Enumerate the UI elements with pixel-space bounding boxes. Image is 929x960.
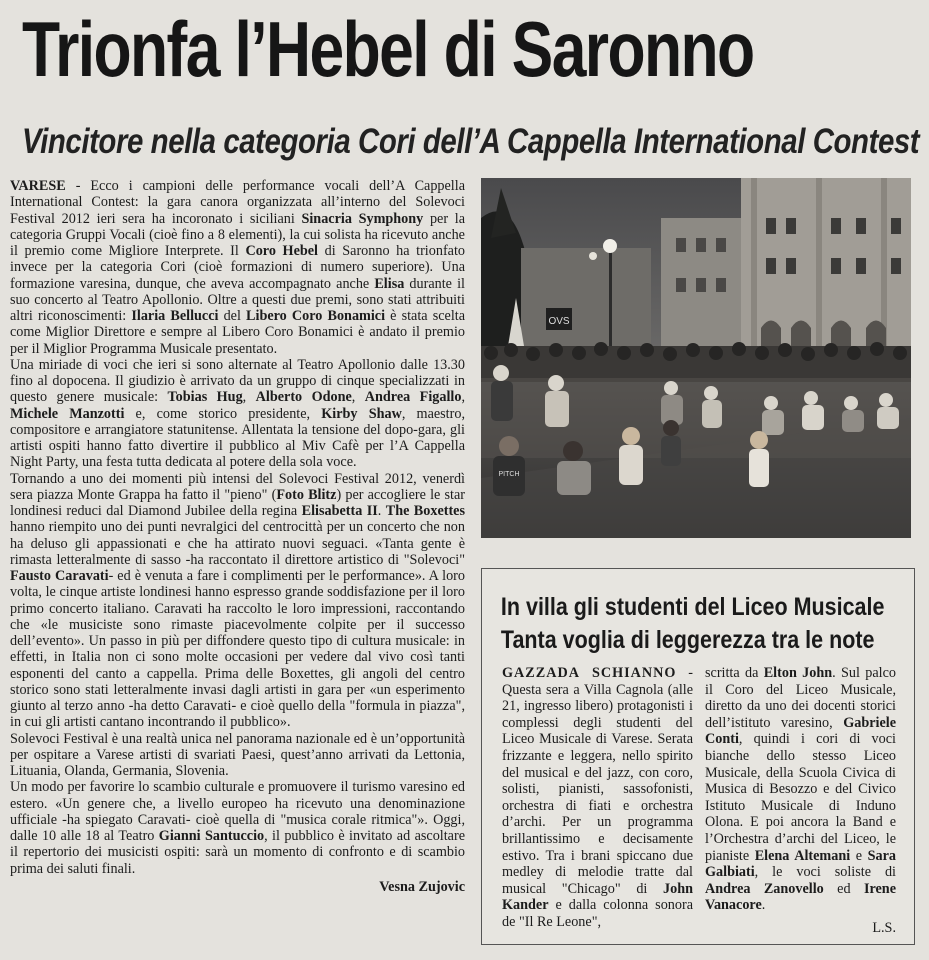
sidebar-column-1: GAZZADA SCHIANNO - Questa sera a Villa Cagnola (alle 21, ingresso libero) protagonisti i complessi degli studenti del Liceo Musicale di Varese. Serata frizzante e leggera, nello spirito del musical e del jazz, con coro, solisti, pianisti, sassofonisti, orchestra di fiati e orchestra d’archi. Per un programma brillantissimo e decisamente estivo. Tra i brani spiccano due medley di melodie tratte dal musical "Chicago" di John Kander e dalla colonna sonora de "Il Re Leone", <box>502 665 693 930</box>
crowd-photo <box>481 178 911 538</box>
paragraph-1: VARESE - Ecco i campioni delle performance vocali dell’A Cappella International Contest: la gara canora organizzata all’interno del Solevoci Festival 2012 ieri sera ha incoronato i siciliani Sinacria Symphony per la categoria Gruppi Vocali (cioè fino a 8 elementi), la cui solista ha ricevuto anche il premio come Migliore Interprete. Il Coro Hebel di Saronno ha trionfato invece per la categoria Cori (cioè formazioni di numero superiore). Una formazione varesina, dunque, che aveva accompagnato anche Elisa durante il suo concerto al Teatro Apollonio. Oltre a questi due premi, sono stati attribuiti altri riconoscimenti: Ilaria Bellucci del Libero Coro Bonamici è stata scelta come Miglior Direttore e sempre al Libero Coro Bonamici è andato il premio per il Miglior Programma Musicale presentato. <box>10 178 466 357</box>
crowd-photo-image <box>481 178 911 538</box>
paragraph-4: Solevoci Festival è una realtà unica nel panorama nazionale ed è un’opportunità per ospitare a Varese artisti di svariati Paesi, quest’anno arrivati da Lettonia, Lituania, Olanda, Germania, Slovenia. <box>10 730 465 779</box>
sidebar-headline: In villa gli studenti del Liceo Musicale Tanta voglia di leggerezza tra le note <box>500 593 885 654</box>
sidebar-article <box>481 568 915 945</box>
paragraph-2: Una miriade di voci che ieri si sono alternate al Teatro Apollonio dalle 13.30 fino al dopocena. Il giudizio è arrivato da un gruppo di cinque specializzati in questo genere musicale: Tobias Hug, Alberto Odone, Andrea Figallo, Michele Manzotti e, come storico presidente, Kirby Shaw, maestro, compositore e arrangiatore statunitense. Allentata la tensione del dopo-gara, gli artisti ospiti hanno fatto divertire il pubblico al Miv Cafè per l’A Cappella Night Party, una festa tutta dedicata al potere della sola voce. <box>10 356 465 471</box>
sidebar-column-2: scritta da Elton John. Sul palco il Coro del Liceo Musicale, diretto da uno dei docenti storici dell’istituto varesino, Gabriele Conti, quindi i cori di voci bianche dello stesso Liceo Musicale, della Scuola Civica di Musica di Besozzo e del Civico Istituto Musicale di Induno Olona. E poi ancora la Band e l’Orchestra d’archi del Liceo, le pianiste Elena Altemani e Sara Galbiati, le voci soliste di Andrea Zanovello ed Irene Vanacore. L.S. <box>705 665 896 936</box>
store-sign-text: OVS <box>548 316 570 327</box>
dateline: VARESE <box>10 178 66 194</box>
sidebar-dateline: GAZZADA SCHIANNO <box>502 665 677 681</box>
paragraph-5: Un modo per favorire lo scambio culturale e promuovere il turismo varesino ed estero. «Un genere che, a livello europeo ha ricevuto una denominazione ufficiale -ha spiegato Caravati- cioè quella di "musica corale ritmica"». Oggi, dalle 10 alle 18 al Teatro Gianni Santuccio, il pubblico è invitato ad ascoltare il repertorio dei musicisti ospiti: sarà un momento di confronto e di scambio prima dei saluti finali. <box>10 779 465 877</box>
sidebar-body <box>502 665 896 937</box>
deck-subtitle: Vincitore nella categoria Cori dell’A Cappella International Contest <box>22 122 920 161</box>
paragraph-3: Tornando a uno dei momenti più intensi del Solevoci Festival 2012, venerdì sera piazza Monte Grappa ha fatto il "pieno" (Foto Blitz) per accogliere le star londinesi reduci dal Diamond Jubilee della regina Elisabetta II. The Boxettes hanno riempito uno dei punti nevralgici del centrocittà per un concerto che non ha deluso gli appassionati e che ha attirato nuovi seguaci. «Tanta gente è rimasta letteralmente di sasso -ha raccontato il direttore artistico di "Solevoci" Fausto Caravati- ed è venuta a fare i complimenti per le performance». A loro volta, le cinque artiste londinesi hanno espresso grande soddisfazione per il loro primo concerto italiano. Caravati ha raccolto le loro impressioni, raccontando che «le musiciste sono rimaste piacevolmente colpite per il successo dell’evento». Un passo in più per diffondere questo tipo di cultura musicale: in effetti, in Italia non ci sono molte occasioni per vedere dal vivo così tanti esponenti del canto a cappella. Prima delle Boxettes, gli angoli del centro storico sono stati letteralmente invasi dagli artisti in gara per «un esperimento giunto al terzo anno -ha detto Caravati- e cioè quello della "formula in piazza", in cui gli artisti cantano incontrando il pubblico». <box>10 470 466 731</box>
main-article <box>10 178 465 895</box>
sidebar-initials: L.S. <box>872 919 896 936</box>
headline: Trionfa l’Hebel di Saronno <box>22 5 754 93</box>
shirt-text: PITCH <box>498 471 520 478</box>
byline: Vesna Zujovic <box>379 878 465 895</box>
